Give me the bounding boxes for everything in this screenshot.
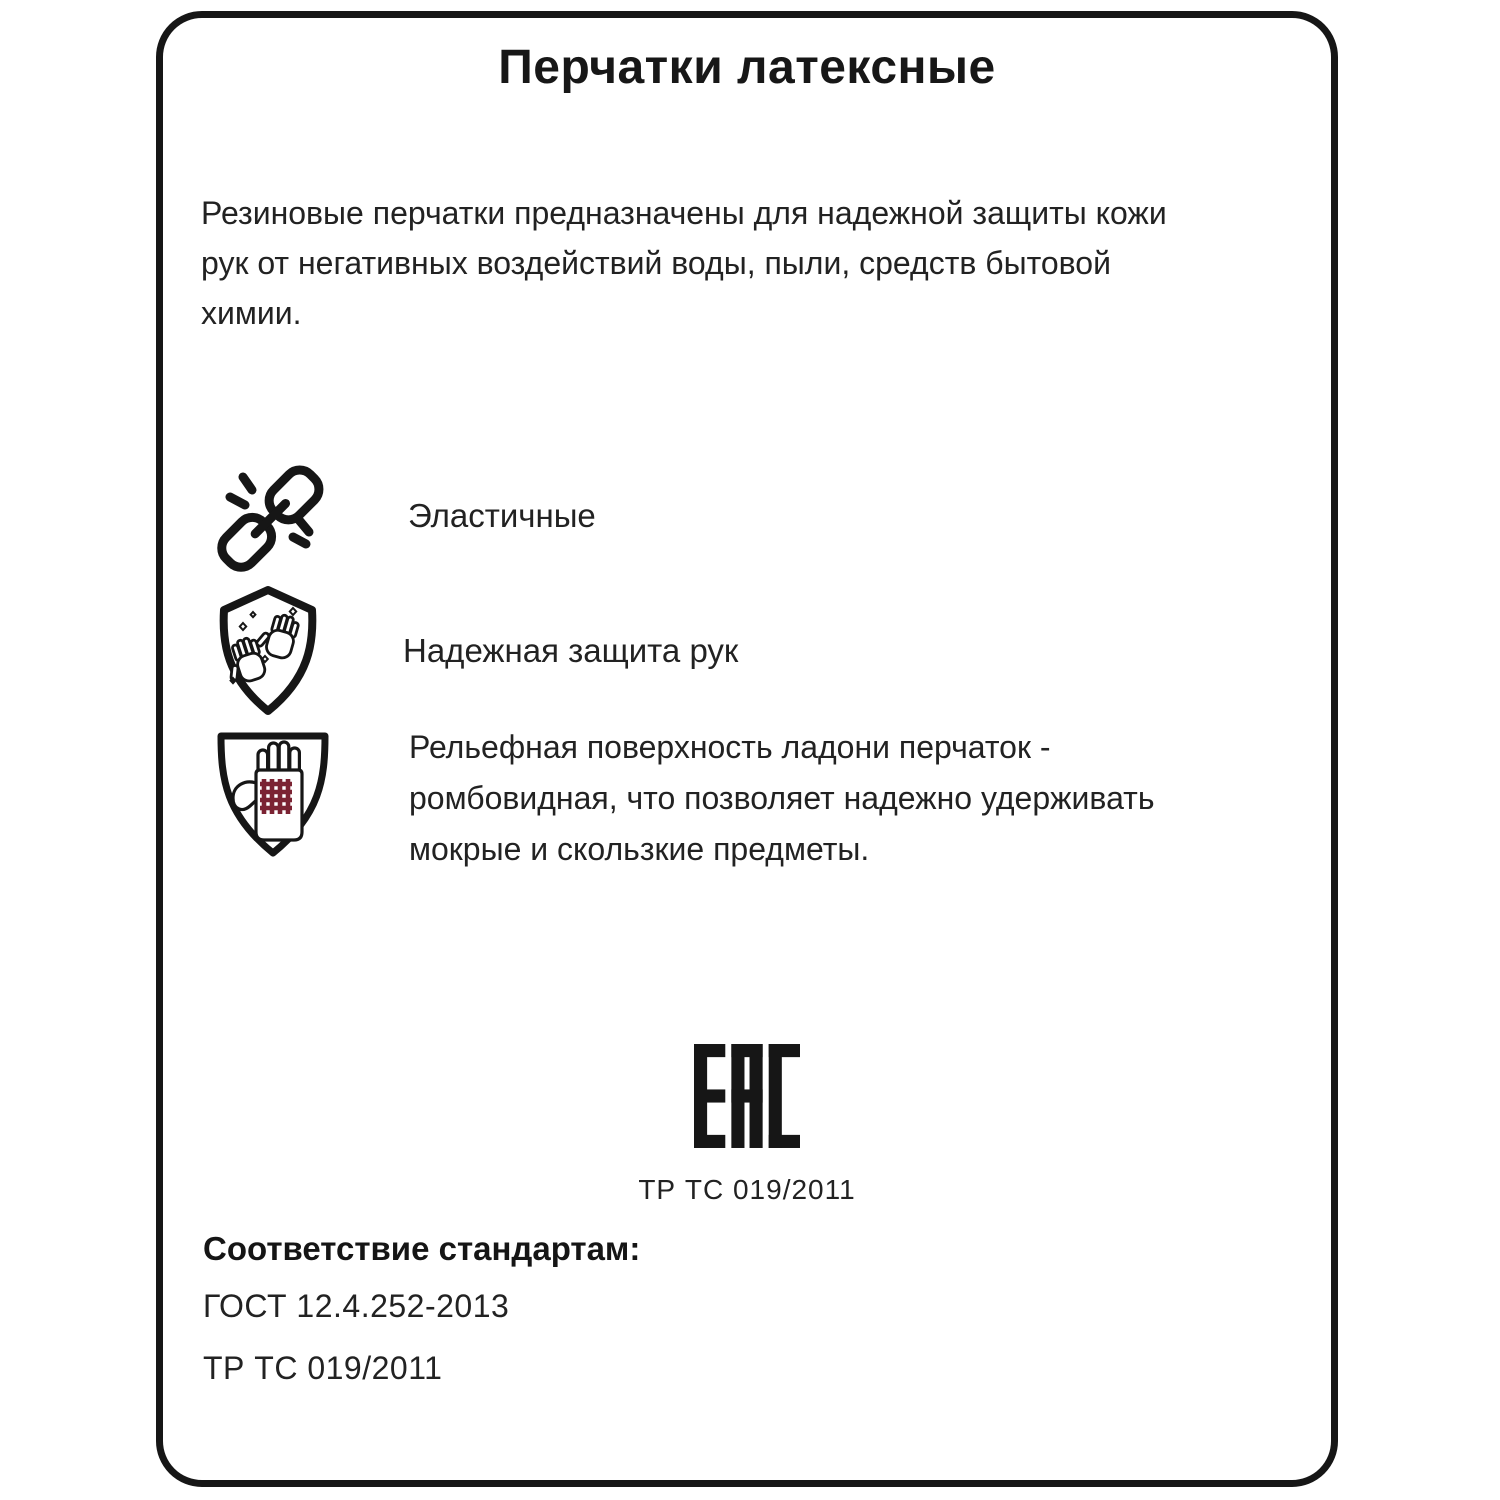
feature-label: Надежная защита рук (403, 632, 739, 669)
shield-hands-icon (203, 583, 333, 719)
shield-grip-icon (203, 722, 343, 864)
feature-label (409, 722, 1154, 875)
product-description (201, 188, 1321, 338)
description-line: Резиновые перчатки предназначены для надежной защиты кожи (201, 195, 1167, 231)
description-line: рук от негативных воздействий воды, пыли, средств бытовой (201, 245, 1111, 281)
eac-regulation-label: ТР ТС 019/2011 (638, 1174, 856, 1205)
standards-heading: Соответствие стандартам: (203, 1230, 641, 1267)
product-info-card (156, 11, 1338, 1487)
standards-block (203, 1230, 640, 1412)
feature-row-grip (203, 722, 1154, 875)
description-line: химии. (201, 295, 302, 331)
standards-item: ГОСТ 12.4.252-2013 (203, 1288, 510, 1324)
standards-item: ТР ТС 019/2011 (203, 1350, 443, 1386)
eac-logo (694, 1044, 800, 1148)
feature-row-elastic (203, 446, 596, 586)
feature-row-protection (203, 581, 738, 721)
feature-label: Эластичные (408, 497, 596, 534)
broken-chain-icon (203, 449, 338, 584)
feature-line: ромбовидная, что позволяет надежно удерживать (409, 780, 1155, 816)
page-title: Перчатки латексные (498, 41, 996, 94)
feature-line: Рельефная поверхность ладони перчаток - (409, 729, 1051, 765)
certification-block (163, 1044, 1331, 1206)
feature-line: мокрые и скользкие предметы. (409, 831, 870, 867)
